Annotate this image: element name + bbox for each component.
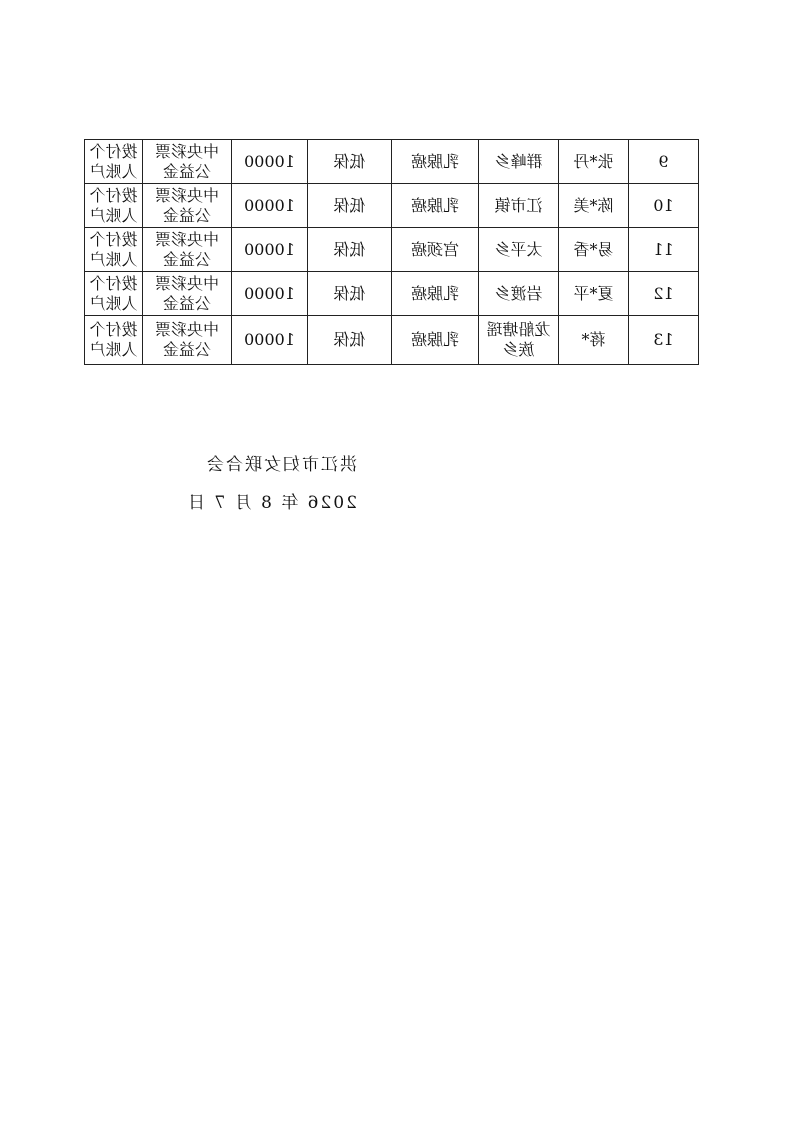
insurance-status: 低保 [308,272,392,316]
row-number: 10 [629,184,699,228]
payment-method: 拨付个人账户 [85,228,143,272]
fund-source: 中央彩票公益金 [143,316,232,365]
recipient-name: 夏*平 [559,272,629,316]
fund-source: 中央彩票公益金 [143,228,232,272]
amount: 10000 [232,140,308,184]
row-number: 13 [629,316,699,365]
relief-recipient-table [84,139,699,365]
recipient-name: 蒋* [559,316,629,365]
amount: 10000 [232,228,308,272]
township: 江市镇 [479,184,559,228]
township: 太平乡 [479,228,559,272]
fund-source: 中央彩票公益金 [143,184,232,228]
insurance-status: 低保 [308,140,392,184]
table-row [85,228,699,272]
payment-method: 拨付个人账户 [85,316,143,365]
recipient-name: 张*丹 [559,140,629,184]
township: 龙船塘瑶族乡 [479,316,559,365]
row-number: 9 [629,140,699,184]
amount: 10000 [232,184,308,228]
payment-method: 拨付个人账户 [85,140,143,184]
table-row [85,140,699,184]
disease: 乳腺癌 [392,316,479,365]
table-row [85,184,699,228]
issue-date: 2026 年 8 月 7 日 [186,493,357,513]
table-row [85,272,699,316]
payment-method: 拨付个人账户 [85,184,143,228]
issuing-organization: 洪江市妇女联合会 [205,455,357,475]
insurance-status: 低保 [308,316,392,365]
payment-method: 拨付个人账户 [85,272,143,316]
township: 岩渡乡 [479,272,559,316]
recipient-name: 陈*美 [559,184,629,228]
amount: 10000 [232,316,308,365]
table-row [85,316,699,365]
row-number: 12 [629,272,699,316]
insurance-status: 低保 [308,228,392,272]
insurance-status: 低保 [308,184,392,228]
disease: 乳腺癌 [392,272,479,316]
disease: 乳腺癌 [392,140,479,184]
township: 群峰乡 [479,140,559,184]
disease: 宫颈癌 [392,228,479,272]
fund-source: 中央彩票公益金 [143,140,232,184]
disease: 乳腺癌 [392,184,479,228]
fund-source: 中央彩票公益金 [143,272,232,316]
amount: 10000 [232,272,308,316]
row-number: 11 [629,228,699,272]
recipient-name: 易*香 [559,228,629,272]
